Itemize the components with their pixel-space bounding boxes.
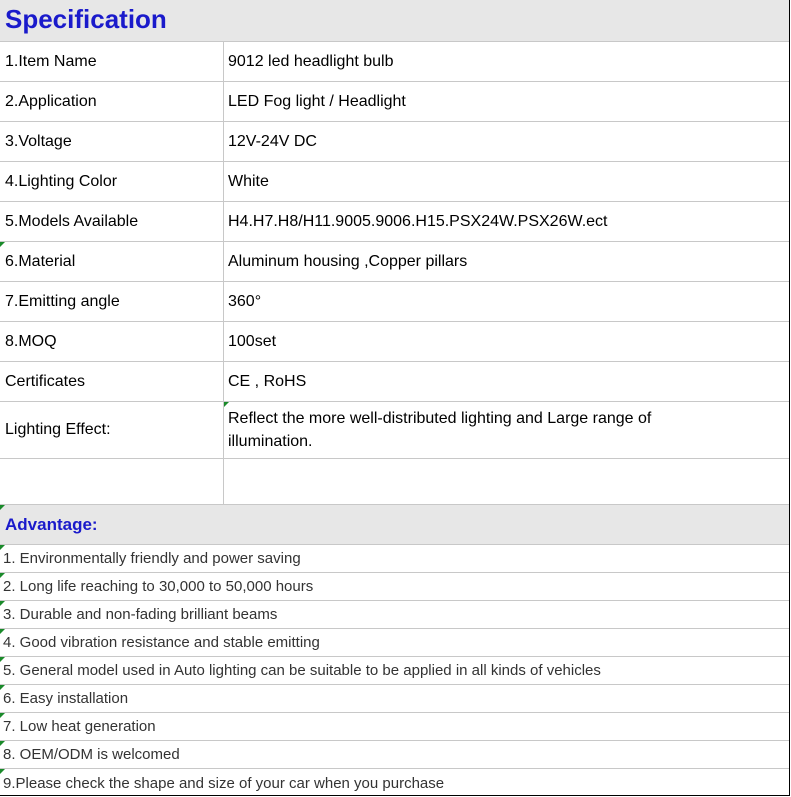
advantage-item: 7. Low heat generation bbox=[0, 713, 790, 741]
spec-label: 4.Lighting Color bbox=[0, 162, 224, 201]
spec-value bbox=[224, 459, 790, 504]
spec-value: Reflect the more well-distributed lighting and Large range of illumination. bbox=[228, 410, 652, 450]
spec-value: 100set bbox=[228, 333, 277, 350]
comment-marker-icon bbox=[0, 601, 5, 606]
spec-value: Aluminum housing ,Copper pillars bbox=[228, 253, 468, 270]
spec-row-emitting-angle bbox=[0, 282, 790, 322]
advantage-header bbox=[0, 504, 790, 545]
comment-marker-icon bbox=[0, 657, 5, 662]
spec-row-item-name bbox=[0, 42, 790, 82]
comment-marker-icon bbox=[0, 545, 5, 550]
spec-row-certificates bbox=[0, 362, 790, 402]
comment-marker-icon bbox=[0, 573, 5, 578]
advantage-item: 6. Easy installation bbox=[0, 685, 790, 713]
spec-row-application bbox=[0, 82, 790, 122]
spec-row-models bbox=[0, 202, 790, 242]
sheet-title: Specification bbox=[5, 4, 167, 34]
spec-row-voltage bbox=[0, 122, 790, 162]
spec-label: 5.Models Available bbox=[0, 202, 224, 241]
spec-value: 12V-24V DC bbox=[228, 133, 317, 150]
spec-label: 1.Item Name bbox=[0, 42, 224, 81]
spec-value: CE , RoHS bbox=[228, 373, 307, 390]
advantage-title: Advantage: bbox=[5, 515, 98, 534]
spec-value: 9012 led headlight bulb bbox=[228, 53, 394, 70]
spec-row-lighting-effect bbox=[0, 402, 790, 459]
advantage-item: 2. Long life reaching to 30,000 to 50,000 hours bbox=[0, 573, 790, 601]
advantage-item: 3. Durable and non-fading brilliant beams bbox=[0, 601, 790, 629]
spec-label: Certificates bbox=[0, 362, 224, 401]
comment-marker-icon bbox=[0, 505, 5, 510]
spec-value: H4.H7.H8/H11.9005.9006.H15.PSX24W.PSX26W.ect bbox=[228, 213, 608, 230]
comment-marker-icon bbox=[0, 629, 5, 634]
spec-value: White bbox=[228, 173, 269, 190]
spec-row-material bbox=[0, 242, 790, 282]
spec-value: LED Fog light / Headlight bbox=[228, 93, 406, 110]
title-row bbox=[0, 0, 790, 42]
spec-row-moq bbox=[0, 322, 790, 362]
spec-label: Lighting Effect: bbox=[0, 402, 224, 458]
spec-label: 7.Emitting angle bbox=[0, 282, 224, 321]
spec-row-lighting-color bbox=[0, 162, 790, 202]
spec-label: 2.Application bbox=[0, 82, 224, 121]
comment-marker-icon bbox=[0, 685, 5, 690]
spec-label bbox=[0, 459, 224, 504]
spec-label: 6.Material bbox=[0, 242, 224, 281]
comment-marker-icon bbox=[0, 769, 5, 774]
advantage-item: 4. Good vibration resistance and stable emitting bbox=[0, 629, 790, 657]
advantage-item: 1. Environmentally friendly and power saving bbox=[0, 545, 790, 573]
advantage-item: 9.Please check the shape and size of your car when you purchase bbox=[3, 774, 445, 792]
advantage-item: 8. OEM/ODM is welcomed bbox=[0, 741, 790, 769]
spec-label: 3.Voltage bbox=[0, 122, 224, 161]
advantage-item: 5. General model used in Auto lighting can be suitable to be applied in all kinds of vehicles bbox=[0, 657, 790, 685]
comment-marker-icon bbox=[0, 713, 5, 718]
comment-marker-icon bbox=[0, 741, 5, 746]
spec-row-empty bbox=[0, 459, 790, 504]
spec-value: 360° bbox=[228, 293, 262, 310]
spec-label: 8.MOQ bbox=[0, 322, 224, 361]
